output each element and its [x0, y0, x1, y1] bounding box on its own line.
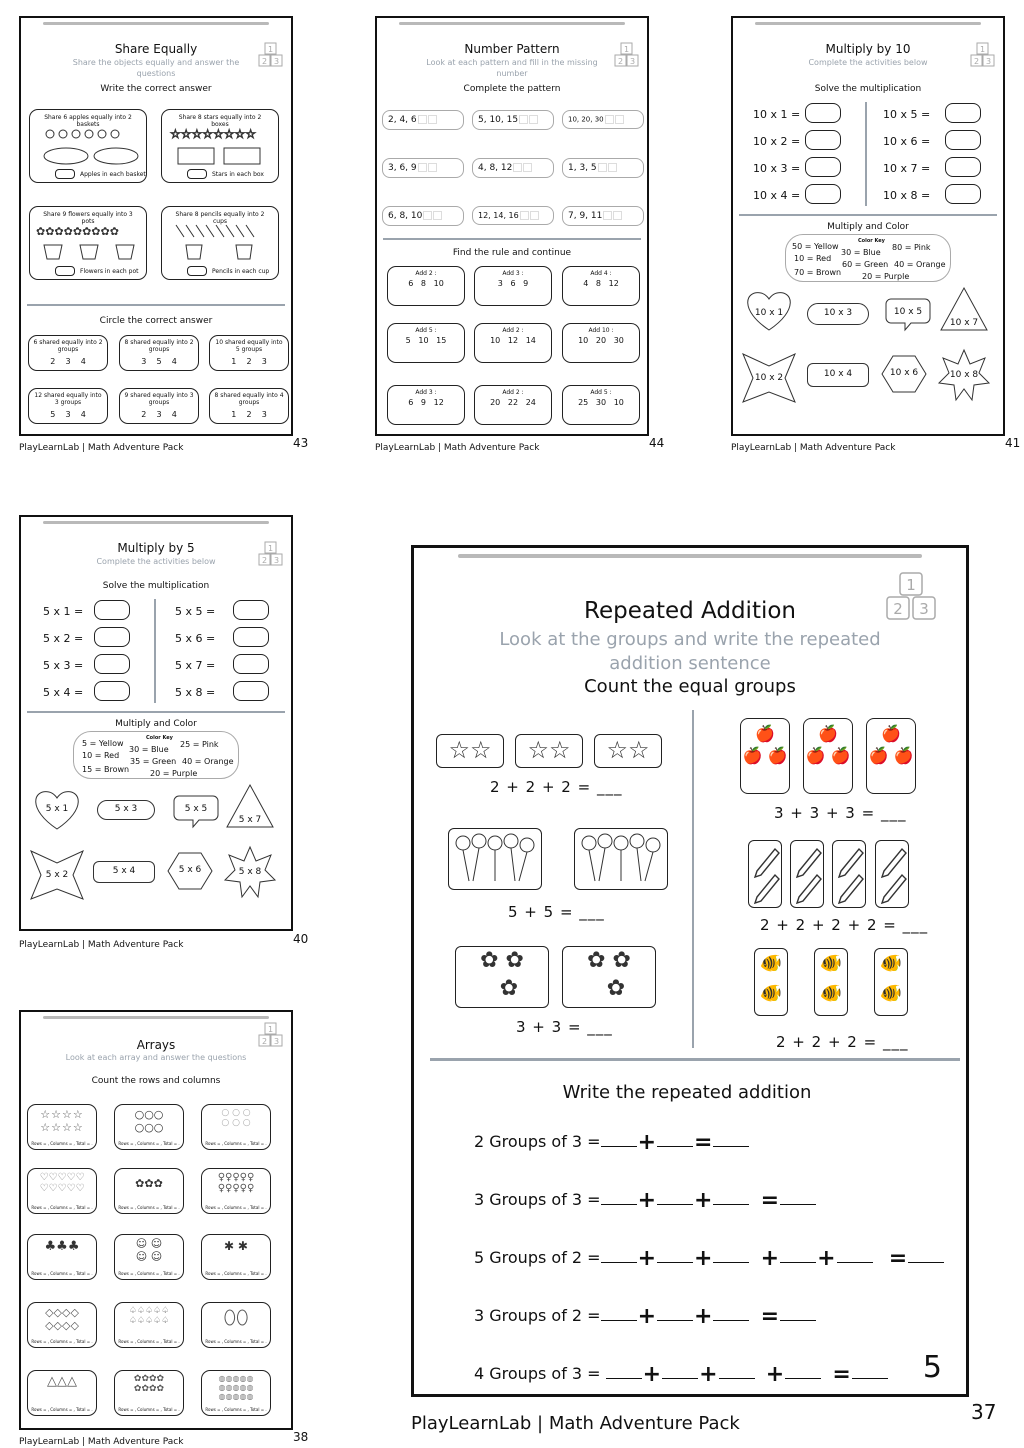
rule-box[interactable]: Add 10 : 10 20 30: [562, 323, 640, 363]
equation: 3 + 3 = ___: [516, 1018, 613, 1036]
color-key: Color Key 5 = Yellow 30 = Blue 25 = Pink 10 = Red 35 = Green 40 = Orange 15 = Brown 20 = Purple: [73, 731, 239, 779]
group-fish: 🐠 🐠: [814, 948, 848, 1016]
svg-text:2: 2: [973, 57, 980, 66]
array-card[interactable]: ♤♤♤♤♤ ♤♤♤♤♤ Rows = , Columns = , Total = .: [114, 1302, 184, 1348]
svg-text:1: 1: [267, 1025, 274, 1034]
equation: 5 + 5 = ___: [508, 903, 605, 921]
group-apples: 🍎 🍎 🍎: [740, 718, 790, 794]
apples-icon: [30, 126, 148, 166]
answer-box[interactable]: [55, 266, 75, 276]
pencils-icon: [833, 841, 867, 909]
array-card[interactable]: ✿✿✿ Rows = , Columns = , Total = .: [114, 1168, 184, 1214]
pencils-icon: [162, 223, 280, 263]
answer-box[interactable]: [55, 169, 75, 179]
write-title: Write the repeated addition: [562, 1082, 812, 1103]
rule-title: Find the rule and continue: [452, 248, 572, 258]
group-flowers: ✿ ✿ ✿: [562, 946, 656, 1008]
page-title: Share Equally: [114, 42, 198, 56]
svg-text:2: 2: [261, 1037, 268, 1046]
balloons-icon: [449, 829, 543, 891]
group-flowers: ✿ ✿ ✿: [455, 946, 549, 1008]
page-number: 40: [293, 932, 309, 946]
rule-box[interactable]: Add 2 : 10 12 14: [474, 323, 552, 363]
pencils-icon: [876, 841, 910, 909]
answer-box[interactable]: [945, 130, 981, 150]
equation: 3 + 3 + 3 = ___: [774, 804, 907, 822]
answer-box[interactable]: [233, 600, 269, 620]
balloons-icon: [575, 829, 669, 891]
group-stars: ☆☆: [594, 734, 662, 768]
group-balloons: [574, 828, 668, 890]
page-subtitle: Complete the activities below: [96, 557, 216, 566]
array-card[interactable]: ☆☆☆☆ ☆☆☆☆ Rows = , Columns = , Total = .: [27, 1104, 97, 1150]
answer-box[interactable]: [805, 157, 841, 177]
page-title: Arrays: [136, 1038, 176, 1052]
section-divider: [430, 1058, 960, 1061]
circle-question[interactable]: 8 shared equally into 4 groups 1 2 3: [209, 388, 289, 424]
pattern-row[interactable]: 1, 3, 5: [562, 158, 644, 178]
page-subtitle: Look at the groups and write the repeated addition sentence: [499, 629, 881, 675]
page-instruction: Count the equal groups: [584, 676, 796, 697]
page-subtitle: Look at each pattern and fill in the missing number: [426, 58, 598, 78]
flowers-icon: [30, 223, 148, 263]
footer-brand: PlayLearnLab | Math Adventure Pack: [19, 443, 184, 453]
svg-text:1: 1: [623, 45, 630, 54]
array-card[interactable]: ♀♀♀♀♀ ♀♀♀♀♀ Rows = , Columns = , Total = .: [201, 1168, 271, 1214]
rule-box[interactable]: Add 5 : 5 10 15: [387, 323, 465, 363]
share-task: Share 8 stars equally into 2 boxes ☆☆☆☆☆☆☆☆ Stars in each box: [161, 109, 279, 183]
write-row[interactable]: 4 Groups of 3 = + + + =: [474, 1362, 888, 1387]
array-card[interactable]: ○ ○ ○ ○ ○ ○ Rows = , Columns = , Total = .: [201, 1104, 271, 1150]
pattern-row[interactable]: 6, 8, 10: [382, 206, 464, 226]
pattern-row[interactable]: 3, 6, 9: [382, 158, 464, 178]
top-bar: [458, 554, 922, 558]
page-instruction: Write the correct answer: [100, 84, 212, 94]
page-instruction: Count the rows and columns: [91, 1076, 221, 1086]
worksheet-number-pattern[interactable]: [375, 16, 649, 436]
footer-brand: PlayLearnLab | Math Adventure Pack: [19, 1437, 184, 1447]
page-number: 41: [1005, 436, 1021, 450]
answer-box[interactable]: [94, 654, 130, 674]
answer-box[interactable]: [187, 266, 207, 276]
svg-text:✿✿✿✿✿✿✿✿✿: ✿✿✿✿✿✿✿✿✿: [36, 225, 119, 238]
group-stars: ☆☆: [515, 734, 583, 768]
pattern-row[interactable]: 4, 8, 12: [472, 158, 554, 178]
worksheet-multiply-by-10[interactable]: 1 2 3 Multiply by 10 Complete the activities below Solve the multiplication 10 x 1 = 10 x 2 = 10 x 3 = 10 x 4 = 10 x 5 = 10 x 6 = 10 x 7 = 10 x 8 = Multiply and Color Color Key 50 = Yellow 30 = Blue 80 = Pink 10 = Red 60 = Green 40 = Orange 70 = Brown 20 = Purple 10 x 1 10 x 3 10 x 5 10 x 7 10 x 2 10 x 4 10 x 6 10 x 8: [731, 16, 1005, 436]
group-apples: 🍎 🍎 🍎: [866, 718, 916, 794]
circle-question[interactable]: 10 shared equally into 5 groups 1 2 3: [209, 335, 289, 371]
footer-brand: PlayLearnLab | Math Adventure Pack: [19, 940, 184, 950]
color-key: Color Key 50 = Yellow 30 = Blue 80 = Pink 10 = Red 60 = Green 40 = Orange 70 = Brown 20 = Purple: [785, 234, 951, 282]
group-balloons: [448, 828, 542, 890]
array-card[interactable]: △△△ Rows = , Columns = , Total = .: [27, 1370, 97, 1416]
circle-title: Circle the correct answer: [99, 316, 213, 326]
page-instruction: Complete the pattern: [463, 84, 561, 94]
rule-box[interactable]: Add 3 : 6 9 12: [387, 385, 465, 425]
pattern-row[interactable]: 2, 4, 6: [382, 110, 464, 130]
answer-box[interactable]: [94, 600, 130, 620]
array-card[interactable]: ◇◇◇◇ ◇◇◇◇ Rows = , Columns = , Total = .: [27, 1302, 97, 1348]
array-card[interactable]: ♣♣♣ Rows = , Columns = , Total = .: [27, 1234, 97, 1280]
answer-box[interactable]: [94, 627, 130, 647]
svg-text:2: 2: [893, 600, 903, 618]
array-card[interactable]: ☺ ☺ ☺ ☺ Rows = , Columns = , Total = .: [114, 1234, 184, 1280]
answer-box[interactable]: [233, 627, 269, 647]
share-task: Share 9 flowers equally into 3 pots ✿✿✿✿✿✿✿✿✿ Flowers in each pot: [29, 206, 147, 280]
worksheet-multiply-by-5[interactable]: 1 2 3 Multiply by 5 Complete the activities below Solve the multiplication 5 x 1 = 5 x 2 = 5 x 3 = 5 x 4 = 5 x 5 = 5 x 6 = 5 x 7 = 5 x 8 = Multiply and Color Color Key 5 = Yellow 30 = Blue 25 = Pink 10 = Red 35 = Green 40 = Orange 15 = Brown 20 = Purple 5 x 1 5 x 3 5 x 5 5 x 7 5 x 2 5 x 4 5 x 6 5 x 8: [19, 515, 293, 931]
pencils-icon: [749, 841, 783, 909]
share-task: Share 8 pencils equally into 2 cups Pencils in each cup: [161, 206, 279, 280]
page-subtitle: Share the objects equally and answer the questions: [72, 58, 240, 78]
top-bar: [399, 22, 626, 25]
worksheet-repeated-addition[interactable]: [411, 545, 969, 1397]
circle-question[interactable]: 8 shared equally into 2 groups 3 5 4: [119, 335, 199, 371]
rule-box[interactable]: Add 2 : 6 8 10: [387, 266, 465, 306]
array-card[interactable]: ✱ ✱ Rows = , Columns = , Total = .: [201, 1234, 271, 1280]
circle-question[interactable]: 12 shared equally into 3 groups 5 3 4: [28, 388, 108, 424]
write-row[interactable]: 3 Groups of 3 = + + =: [474, 1188, 816, 1213]
circle-question[interactable]: 6 shared equally into 2 groups 2 3 4: [28, 335, 108, 371]
worksheet-share-equally[interactable]: [19, 16, 293, 436]
section-divider: [739, 214, 997, 216]
group-pencils: [748, 840, 782, 908]
footer-brand: PlayLearnLab | Math Adventure Pack: [411, 1413, 740, 1434]
pattern-row[interactable]: 7, 9, 11: [562, 206, 644, 226]
answer-box[interactable]: [233, 681, 269, 701]
column-divider: [154, 599, 156, 703]
svg-text:3: 3: [273, 57, 280, 66]
page-number: 44: [649, 436, 665, 450]
worksheet-arrays[interactable]: [19, 1010, 293, 1430]
svg-text:3: 3: [629, 57, 636, 66]
answer-box[interactable]: [94, 681, 130, 701]
equation: 2 + 2 + 2 = ___: [776, 1033, 909, 1051]
array-card[interactable]: ✿✿✿✿ ✿✿✿✿ Rows = , Columns = , Total = .: [114, 1370, 184, 1416]
section-divider: [27, 304, 285, 306]
column-divider: [865, 102, 867, 206]
page-subtitle: Complete the activities below: [808, 58, 928, 67]
answer-box[interactable]: [805, 130, 841, 150]
group-pencils: [790, 840, 824, 908]
group-fish: 🐠 🐠: [754, 948, 788, 1016]
svg-text:3: 3: [985, 57, 992, 66]
pattern-row[interactable]: 10, 20, 30: [562, 110, 644, 129]
top-bar: [755, 22, 982, 25]
circle-question[interactable]: 9 shared equally into 3 groups 2 3 4: [119, 388, 199, 424]
answer-box[interactable]: [187, 169, 207, 179]
group-fish: 🐠 🐠: [874, 948, 908, 1016]
top-bar: [43, 1016, 270, 1019]
rule-box[interactable]: Add 2 : 20 22 24: [474, 385, 552, 425]
footer-brand: PlayLearnLab | Math Adventure Pack: [731, 443, 896, 453]
page-title: Repeated Addition: [584, 598, 796, 624]
answer-box[interactable]: [945, 157, 981, 177]
group-stars: ☆☆: [436, 734, 504, 768]
inner-page-number: 5: [922, 1350, 942, 1385]
top-bar: [43, 521, 270, 524]
answer-box[interactable]: [945, 184, 981, 204]
group-apples: 🍎 🍎 🍎: [803, 718, 853, 794]
footer-brand: PlayLearnLab | Math Adventure Pack: [375, 443, 540, 453]
page-instruction: Solve the multiplication: [102, 581, 210, 591]
page-number: 38: [293, 1430, 309, 1444]
svg-text:2: 2: [617, 57, 624, 66]
pattern-row[interactable]: 12, 14, 16: [472, 206, 554, 225]
page-title: Multiply by 10: [825, 42, 911, 56]
section-divider: [27, 711, 285, 713]
page-number: 43: [293, 436, 309, 450]
answer-box[interactable]: [805, 184, 841, 204]
answer-box[interactable]: [233, 654, 269, 674]
stars-icon: [162, 126, 280, 166]
rule-box[interactable]: Add 4 : 4 8 12: [562, 266, 640, 306]
color-title: Multiply and Color: [827, 222, 909, 232]
column-divider: [692, 710, 694, 1048]
color-title: Multiply and Color: [115, 719, 197, 729]
write-row[interactable]: 3 Groups of 2 = + + =: [474, 1304, 816, 1329]
equation: 2 + 2 + 2 + 2 = ___: [760, 916, 929, 934]
page-title: Multiply by 5: [117, 541, 195, 555]
array-card[interactable]: ○○○ ○○○ Rows = , Columns = , Total = .: [114, 1104, 184, 1150]
array-card[interactable]: ⬯⬯ Rows = , Columns = , Total = .: [201, 1302, 271, 1348]
answer-box[interactable]: [805, 103, 841, 123]
answer-box[interactable]: [945, 103, 981, 123]
section-divider: [383, 238, 641, 240]
svg-text:1: 1: [267, 544, 274, 553]
svg-text:1: 1: [906, 576, 916, 594]
write-row[interactable]: 2 Groups of 3 = + =: [474, 1130, 749, 1155]
group-pencils: [875, 840, 909, 908]
array-card[interactable]: ♡♡♡♡♡ ♡♡♡♡♡ Rows = , Columns = , Total = .: [27, 1168, 97, 1214]
svg-text:2: 2: [261, 556, 268, 565]
share-task: Share 6 apples equally into 2 baskets Apples in each basket: [29, 109, 147, 183]
rule-box[interactable]: Add 5 : 25 30 10: [562, 385, 640, 425]
pencils-icon: [791, 841, 825, 909]
page-number: 37: [971, 1400, 997, 1424]
page-subtitle: Look at each array and answer the questions: [65, 1053, 247, 1062]
svg-text:1: 1: [979, 45, 986, 54]
svg-text:☆☆☆☆☆☆☆☆: ☆☆☆☆☆☆☆☆: [170, 127, 257, 141]
svg-text:3: 3: [273, 556, 280, 565]
rule-box[interactable]: Add 3 : 3 6 9: [474, 266, 552, 306]
array-card[interactable]: ◍◍◍◍◍ ◍◍◍◍◍ ◍◍◍◍◍ Rows = , Columns = , Total = .: [201, 1370, 271, 1416]
svg-text:3: 3: [919, 600, 929, 618]
write-row[interactable]: 5 Groups of 2 = + + + + =: [474, 1246, 944, 1271]
pattern-row[interactable]: 5, 10, 15: [472, 110, 554, 130]
top-bar: [43, 22, 270, 25]
page-title: Number Pattern: [464, 42, 560, 56]
equation: 2 + 2 + 2 = ___: [490, 778, 623, 796]
svg-text:3: 3: [273, 1037, 280, 1046]
svg-text:2: 2: [261, 57, 268, 66]
page-instruction: Solve the multiplication: [814, 84, 922, 94]
svg-text:1: 1: [267, 45, 274, 54]
group-pencils: [832, 840, 866, 908]
